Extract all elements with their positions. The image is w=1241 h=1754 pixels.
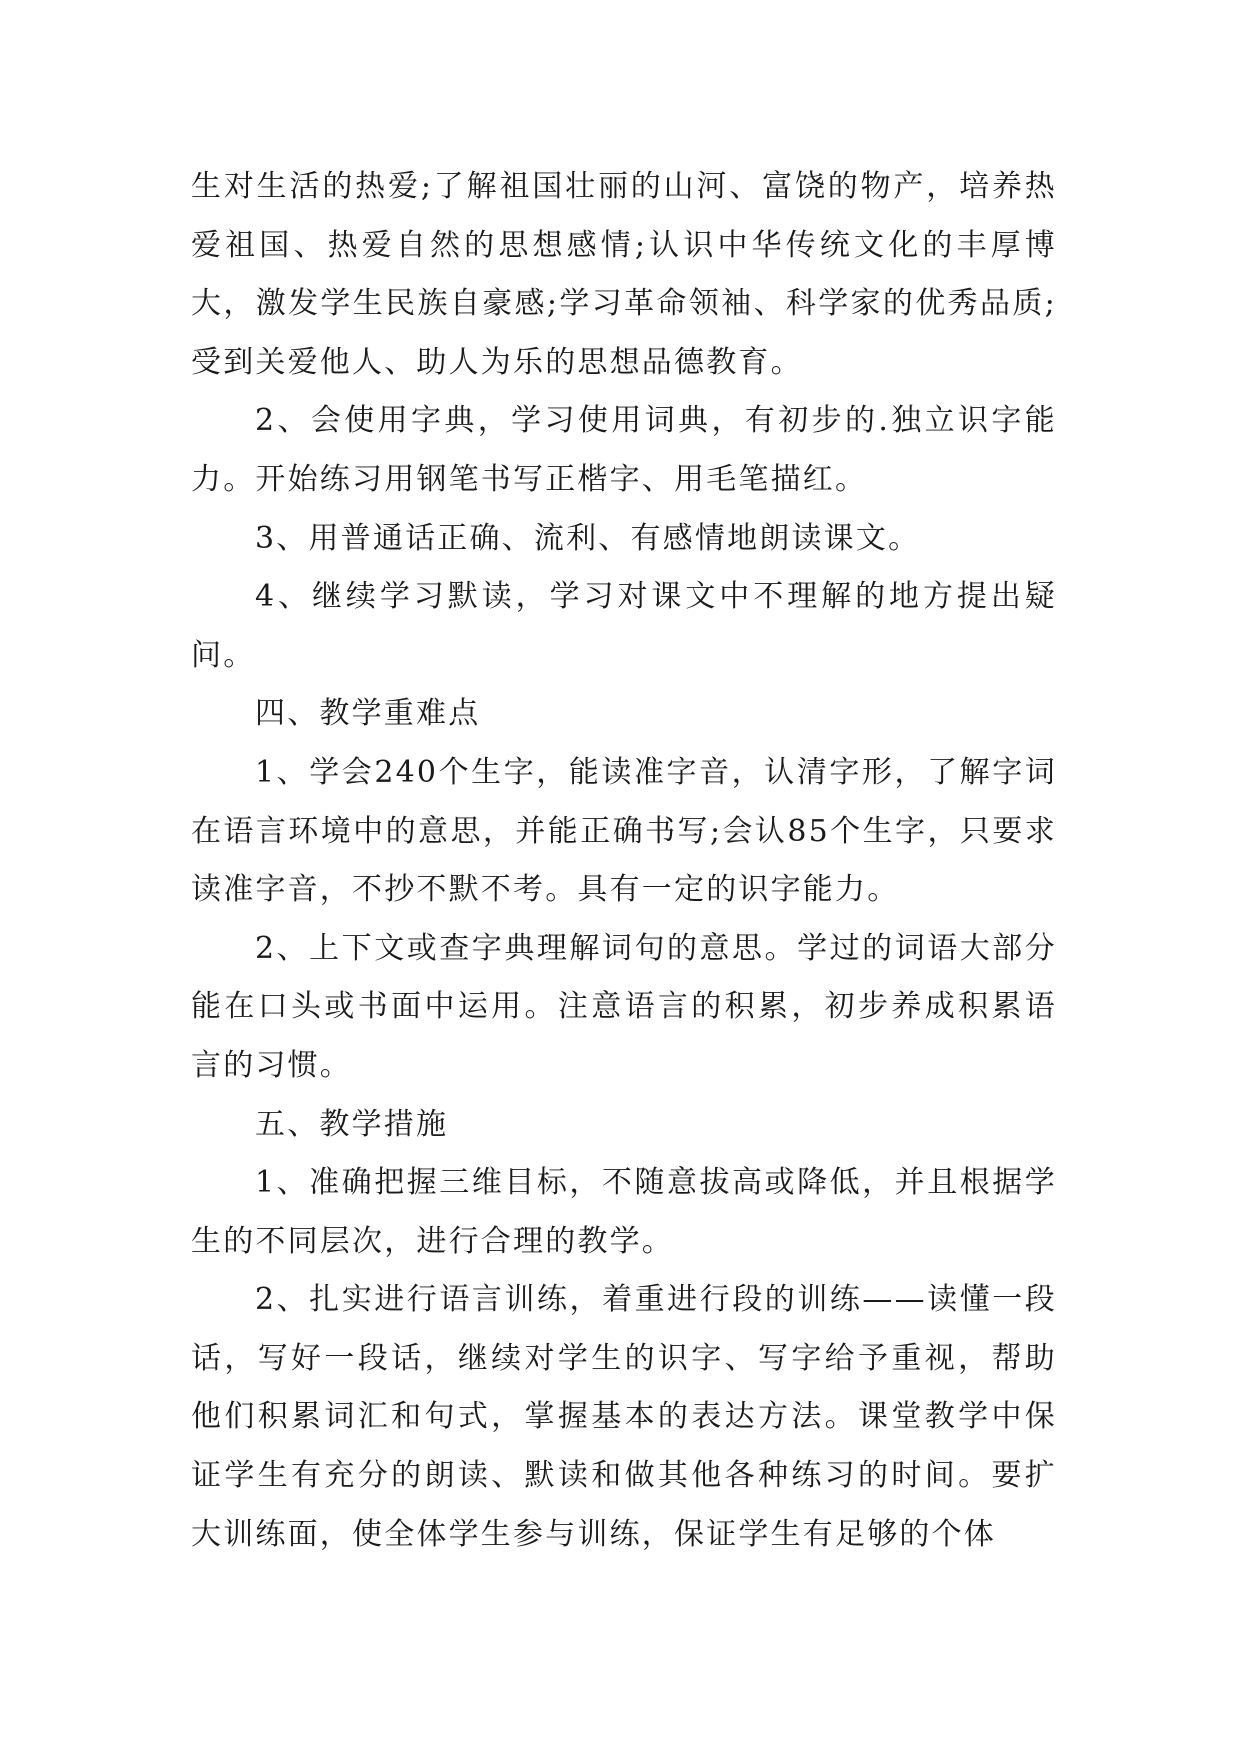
paragraph-key-point-1: 1、学会240个生字，能读准字音，认清字形，了解字词在语言环境中的意思，并能正确书写;会认85个生字，只要求读准字音，不抄不默不考。具有一定的识字能力。 xyxy=(191,754,1057,908)
paragraph-item-3-reading: 3、用普通话正确、流利、有感情地朗读课文。 xyxy=(255,520,921,556)
document-body xyxy=(191,158,1057,1564)
paragraph-item-2-dictionary: 2、会使用字典，学习使用词典，有初步的.独立识字能力。开始练习用钢笔书写正楷字、用毛笔描红。 xyxy=(191,403,1057,497)
section-heading-key-points: 四、教学重难点 xyxy=(255,696,481,732)
paragraph-continuation: 生对生活的热爱;了解祖国壮丽的山河、富饶的物产，培养热爱祖国、热爱自然的思想感情;认识中华传统文化的丰厚博大，激发学生民族自豪感;学习革命领袖、科学家的优秀品质;受到关爱他人、助人为乐的思想品德教育。 xyxy=(191,169,1057,380)
paragraph-measure-1: 1、准确把握三维目标，不随意拔高或降低，并且根据学生的不同层次，进行合理的教学。 xyxy=(191,1165,1057,1259)
paragraph-measure-2: 2、扎实进行语言训练，着重进行段的训练——读懂一段话，写好一段话，继续对学生的识字、写字给予重视，帮助他们积累词汇和句式，掌握基本的表达方法。课堂教学中保证学生有充分的朗读、默读和做其他各种练习的时间。要扩大训练面，使全体学生参与训练，保证学生有足够的个体 xyxy=(191,1282,1057,1552)
section-heading-measures: 五、教学措施 xyxy=(255,1106,449,1142)
paragraph-item-4-silent-reading: 4、继续学习默读，学习对课文中不理解的地方提出疑问。 xyxy=(191,579,1057,673)
paragraph-key-point-2: 2、上下文或查字典理解词句的意思。学过的词语大部分能在口头或书面中运用。注意语言的积累，初步养成积累语言的习惯。 xyxy=(191,930,1057,1083)
